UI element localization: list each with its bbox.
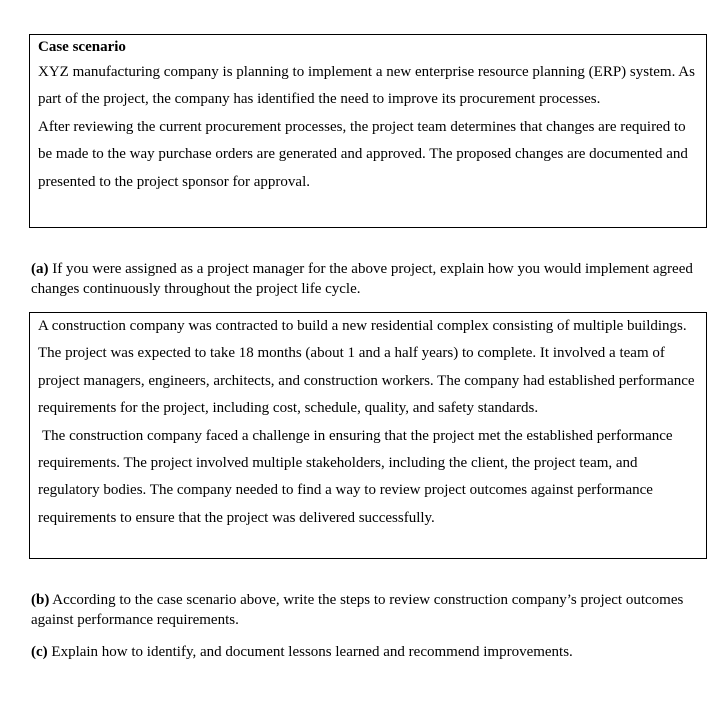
- question-a-label: (a): [31, 261, 49, 277]
- question-b-text: According to the case scenario above, write the steps to review construction company’s project outcomes against performance requirements.: [31, 592, 684, 628]
- question-a-text: If you were assigned as a project manager for the above project, explain how you would implement agreed changes continuously throughout the project life cycle.: [31, 261, 693, 297]
- question-c-text: Explain how to identify, and document lessons learned and recommend improvements.: [51, 644, 573, 660]
- case-erp-paragraph-1: XYZ manufacturing company is planning to implement a new enterprise resource planning (ERP) system. As part of the project, the company has identified the need to improve its procurement processes.: [38, 64, 695, 108]
- case-erp-paragraph-2: After reviewing the current procurement processes, the project team determines that changes are required to be made to the way purchase orders are generated and approved. The proposed changes are documented and presented to the project sponsor for approval.: [38, 118, 688, 190]
- case-scenario-box-erp: [29, 34, 707, 228]
- case-scenario-title: Case scenario: [38, 39, 126, 55]
- case-construction-paragraph-1: A construction company was contracted to build a new residential complex consisting of multiple buildings. The project was expected to take 18 months (about 1 and a half years) to complete. It involved a team of project managers, engineers, architects, and construction workers. The company had established performance requirements for the project, including cost, schedule, quality, and safety standards.: [38, 318, 695, 417]
- question-c: [31, 643, 711, 663]
- question-b: [31, 591, 711, 630]
- question-b-label: (b): [31, 592, 50, 608]
- case-construction-paragraph-2: The construction company faced a challenge in ensuring that the project met the established performance requirements. The project involved multiple stakeholders, including the client, the project team, and regulatory bodies. The company needed to find a way to review project outcomes against performance requirements to ensure that the project was delivered successfully.: [38, 427, 673, 526]
- question-a: [31, 260, 711, 299]
- case-scenario-box-construction: [29, 312, 707, 559]
- question-c-label: (c): [31, 644, 48, 660]
